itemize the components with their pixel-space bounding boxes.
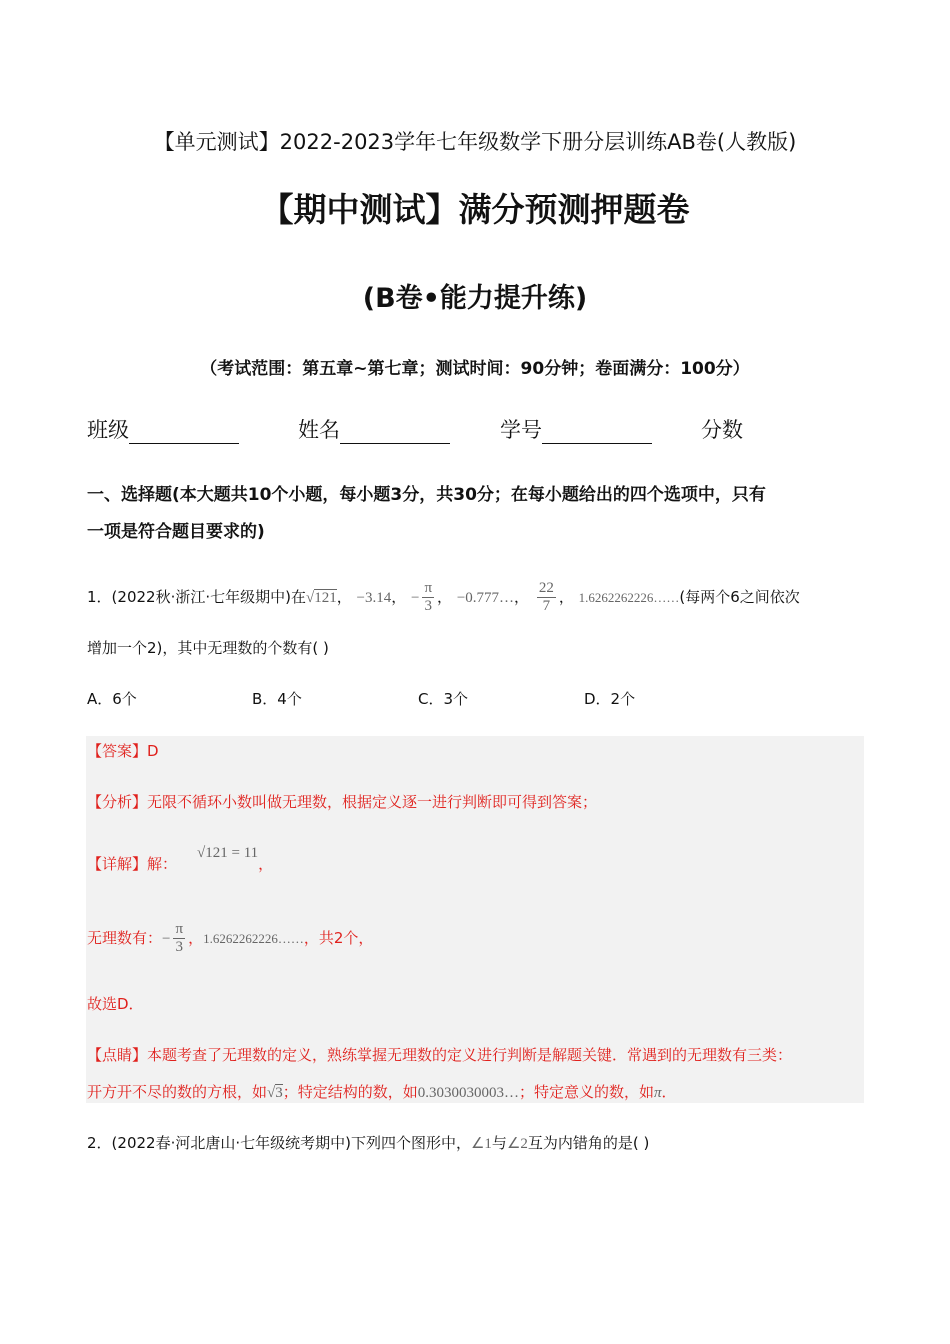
option-a[interactable]: A．6个 [87, 690, 137, 708]
field-label: 学号 [500, 418, 542, 442]
analysis: 【分析】无限不循环小数叫做无理数，根据定义逐一进行判断即可得到答案； [87, 793, 598, 811]
exam-scope: （考试范围：第五章~第七章；测试时间：90分钟；卷面满分：100分） [200, 359, 750, 379]
page-subtitle: (B卷•能力提升练) [362, 283, 588, 314]
answer-text: 【答案】D [87, 742, 159, 760]
fraction: $\frac{\pi}{3}$ [424, 580, 433, 614]
class-field[interactable] [87, 414, 239, 444]
series-title: 【单元测试】2022-2023学年七年级数学下册分层训练AB卷(人教版) [153, 130, 797, 154]
irrational-list: 无理数有：− $\frac{\pi}{3}$ ，1.6262262226……，共2个， [87, 921, 374, 955]
section-heading: 一、选择题(本大题共10个小题，每小题3分，共30分；在每小题给出的四个选项中，只有 一项是符合题目要求的) [87, 485, 766, 542]
option-d[interactable]: D．2个 [584, 690, 636, 708]
question-1-cont: 增加一个2)，其中无理数的个数有( ) [87, 639, 329, 657]
option-c[interactable]: C．3个 [418, 690, 469, 708]
field-label: 姓名 [298, 418, 340, 442]
field-label: 分数 [701, 418, 743, 442]
question-2: 2．(2022春·河北唐山·七年级统考期中)下列四个图形中，∠1与∠2互为内错角的是( ) [87, 1134, 650, 1152]
fraction: $\frac{22}{7}$ [538, 580, 554, 614]
note-line-1: 【点睛】本题考查了无理数的定义，熟练掌握无理数的定义进行判断是解题关键．常遇到的无理数有三类： [87, 1046, 793, 1064]
field-label: 班级 [87, 418, 129, 442]
student-id-field[interactable] [500, 414, 652, 444]
name-field[interactable] [298, 414, 450, 444]
note-line-2: 开方开不尽的数的方根，如√3；特定结构的数，如0.3030030003…；特定意义的数，如π． [87, 1083, 677, 1101]
page-title: 【期中测试】满分预测押题卷 [260, 190, 690, 229]
question-1: 1．(2022秋·浙江·七年级期中)在√121， −3.14， − $\frac{\pi}{3}$ ， −0.777…， $\frac{22}{7}$ ， 1.6262262226……(每两个6之间依次 [87, 580, 800, 614]
detail: 【详解】解：√121 = 11， [87, 845, 274, 873]
conclusion: 故选D． [87, 995, 144, 1013]
option-b[interactable]: B．4个 [252, 690, 302, 708]
score-field [701, 414, 743, 444]
